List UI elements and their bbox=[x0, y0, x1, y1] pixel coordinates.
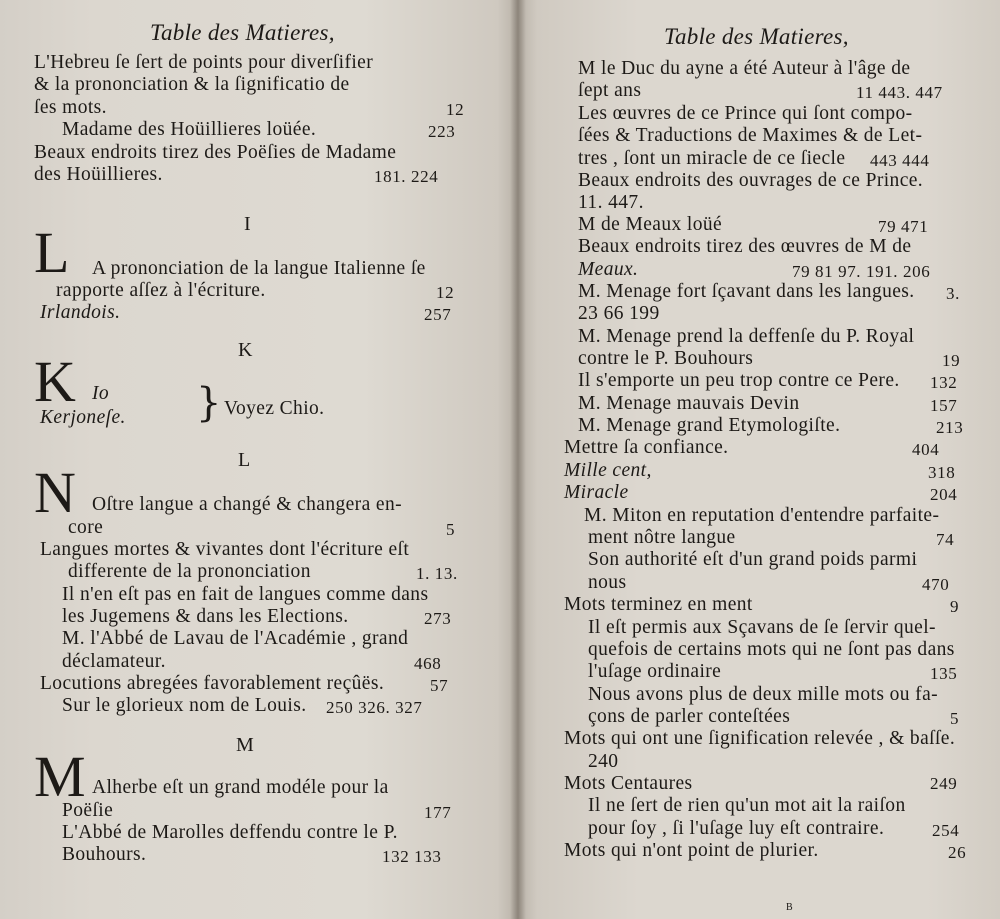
index-entry-text: Il n'en eſt pas en fait de langues comme dans bbox=[62, 584, 429, 605]
index-entry-text: Il eſt permis aux Sçavans de ſe ſervir quel- bbox=[588, 617, 936, 638]
section-letter: M bbox=[236, 734, 254, 756]
index-entry-text: differente de la prononciation bbox=[68, 561, 311, 582]
index-entry-text: Il ne ſert de rien qu'un mot ait la raiſon bbox=[588, 795, 906, 816]
page-reference: 19 bbox=[942, 351, 961, 370]
index-entry-text: Meaux. bbox=[578, 259, 639, 280]
page-reference: 79 81 97. 191. 206 bbox=[792, 262, 931, 281]
index-entry-text: Il s'emporte un peu trop contre ce Pere. bbox=[578, 370, 900, 391]
index-entry-text: Beaux endroits des ouvrages de ce Prince. bbox=[578, 170, 924, 191]
page-reference: 223 bbox=[428, 122, 456, 141]
index-entry-text: Madame des Hoüillieres loüée. bbox=[62, 119, 317, 140]
index-entry-text: Les œuvres de ce Prince qui ſont compo- bbox=[578, 103, 913, 124]
right-page bbox=[518, 0, 1000, 919]
index-entry-text: pour ſoy , ſi l'uſage luy eſt contraire. bbox=[588, 818, 885, 839]
page-reference: 12 bbox=[436, 283, 455, 302]
index-entry-text: Beaux endroits tirez des Poëſies de Madame bbox=[34, 142, 397, 163]
index-entry-text: Nous avons plus de deux mille mots ou fa- bbox=[588, 684, 939, 705]
drop-cap: N bbox=[34, 460, 76, 525]
book-gutter bbox=[510, 0, 526, 919]
index-entry-text: Kerjoneſe. bbox=[40, 407, 126, 428]
index-entry-text: Irlandois. bbox=[40, 302, 121, 323]
page-reference: 5 bbox=[950, 709, 960, 728]
page-reference: 250 326. 327 bbox=[326, 698, 423, 717]
index-entry-text: rapporte aſſez à l'écriture. bbox=[56, 280, 266, 301]
page-reference: 132 bbox=[930, 373, 958, 392]
index-entry-text: Alherbe eſt un grand modéle pour la bbox=[92, 777, 389, 798]
index-entry-text: Mots qui n'ont point de plurier. bbox=[564, 840, 819, 861]
page-reference: 213 bbox=[936, 418, 964, 437]
page-reference: 177 bbox=[424, 803, 452, 822]
index-entry-text: Beaux endroits tirez des œuvres de M de bbox=[578, 236, 912, 257]
page-reference: 157 bbox=[930, 396, 958, 415]
index-entry-text: çons de parler conteſtées bbox=[588, 706, 791, 727]
index-entry-text: nous bbox=[588, 572, 627, 593]
index-entry-text: Mots Centaures bbox=[564, 773, 693, 794]
index-entry-text: 23 66 199 bbox=[578, 303, 660, 324]
index-entry-text: M. Menage mauvais Devin bbox=[578, 393, 800, 414]
index-entry-text: Io bbox=[92, 383, 110, 404]
index-entry-text: core bbox=[68, 517, 104, 538]
index-entry-text: L'Abbé de Marolles deffendu contre le P. bbox=[62, 822, 398, 843]
index-entry-text: M de Meaux loüé bbox=[578, 214, 723, 235]
signature-mark: B bbox=[786, 902, 793, 913]
index-entry-text: les Jugemens & dans les Elections. bbox=[62, 606, 349, 627]
page-reference: 1. 13. bbox=[416, 564, 458, 583]
index-entry-text: l'uſage ordinaire bbox=[588, 661, 722, 682]
section-letter: I bbox=[244, 213, 251, 235]
page-reference: 470 bbox=[922, 575, 950, 594]
index-entry-text: ſées & Traductions de Maximes & de Let- bbox=[578, 125, 923, 146]
index-entry-text: M. Menage prend la deffenſe du P. Royal bbox=[578, 326, 915, 347]
left-page-header: Table des Matieres, bbox=[150, 20, 335, 45]
index-entry-text: des Hoüillieres. bbox=[34, 164, 163, 185]
index-entry-text: contre le P. Bouhours bbox=[578, 348, 754, 369]
index-entry-text: Mille cent, bbox=[564, 460, 652, 481]
index-entry-text: M. Menage grand Etymologiſte. bbox=[578, 415, 841, 436]
index-entry-text: M. Miton en reputation d'entendre parfaite- bbox=[584, 505, 940, 526]
section-letter: K bbox=[238, 339, 253, 361]
page-reference: 26 bbox=[948, 843, 967, 862]
index-entry-text: tres , ſont un miracle de ce ſiecle bbox=[578, 148, 846, 169]
page-reference: 257 bbox=[424, 305, 452, 324]
page-reference: 132 133 bbox=[382, 847, 442, 866]
page-reference: 5 bbox=[446, 520, 456, 539]
page-reference: 135 bbox=[930, 664, 958, 683]
page-reference: 181. 224 bbox=[374, 167, 439, 186]
index-entry-text: L'Hebreu ſe ſert de points pour diverſifier bbox=[34, 52, 374, 73]
page-reference: 318 bbox=[928, 463, 956, 482]
index-entry-text: Sur le glorieux nom de Louis. bbox=[62, 695, 307, 716]
index-entry-text: M. Menage fort ſçavant dans les langues. bbox=[578, 281, 915, 302]
page-reference: 74 bbox=[936, 530, 955, 549]
section-letter: L bbox=[238, 449, 251, 471]
page-reference: 57 bbox=[430, 676, 449, 695]
page-reference: 273 bbox=[424, 609, 452, 628]
index-entry-text: quefois de certains mots qui ne ſont pas dans bbox=[588, 639, 955, 660]
index-entry-text: Mots qui ont une ſignification relevée , & baſſe. bbox=[564, 728, 956, 749]
page-reference: 79 471 bbox=[878, 217, 929, 236]
page-reference: 12 bbox=[446, 100, 465, 119]
index-entry-text: Langues mortes & vivantes dont l'écriture eſt bbox=[40, 539, 410, 560]
index-entry-text: M. l'Abbé de Lavau de l'Académie , grand bbox=[62, 628, 409, 649]
page-reference: 249 bbox=[930, 774, 958, 793]
index-entry-text: Mettre ſa confiance. bbox=[564, 437, 729, 458]
index-entry-text: ment nôtre langue bbox=[588, 527, 736, 548]
drop-cap: K bbox=[34, 349, 76, 414]
drop-cap: L bbox=[34, 220, 70, 285]
index-entry-text: 11. 447. bbox=[578, 192, 644, 213]
page-reference: 468 bbox=[414, 654, 442, 673]
page-reference: 254 bbox=[932, 821, 960, 840]
index-entry-text: Voyez Chio. bbox=[224, 398, 325, 419]
brace-symbol: } bbox=[196, 380, 222, 426]
index-entry-text: & la prononciation & la ſignificatio de bbox=[34, 74, 350, 95]
index-entry-text: ſept ans bbox=[578, 80, 642, 101]
right-page-header: Table des Matieres, bbox=[664, 24, 849, 49]
index-entry-text: M le Duc du ayne a été Auteur à l'âge de bbox=[578, 58, 911, 79]
index-entry-text: Bouhours. bbox=[62, 844, 147, 865]
page-reference: 11 443. 447 bbox=[856, 83, 943, 102]
page-reference: 404 bbox=[912, 440, 940, 459]
page-reference: 443 444 bbox=[870, 151, 930, 170]
index-entry-text: Mots terminez en ment bbox=[564, 594, 753, 615]
index-entry-text: déclamateur. bbox=[62, 651, 166, 672]
index-entry-text: Son authorité eſt d'un grand poids parmi bbox=[588, 549, 918, 570]
page-reference: 3. bbox=[946, 284, 960, 303]
page-reference: 204 bbox=[930, 485, 958, 504]
index-entry-text: 240 bbox=[588, 751, 619, 772]
index-entry-text: Miracle bbox=[564, 482, 629, 503]
index-entry-text: Locutions abregées favorablement reçûës. bbox=[40, 673, 385, 694]
index-entry-text: A prononciation de la langue Italienne ſe bbox=[92, 258, 426, 279]
index-entry-text: ſes mots. bbox=[34, 97, 107, 118]
index-entry-text: Oſtre langue a changé & changera en- bbox=[92, 494, 402, 515]
drop-cap: M bbox=[34, 744, 86, 809]
page-reference: 9 bbox=[950, 597, 960, 616]
index-entry-text: Poëſie bbox=[62, 800, 114, 821]
